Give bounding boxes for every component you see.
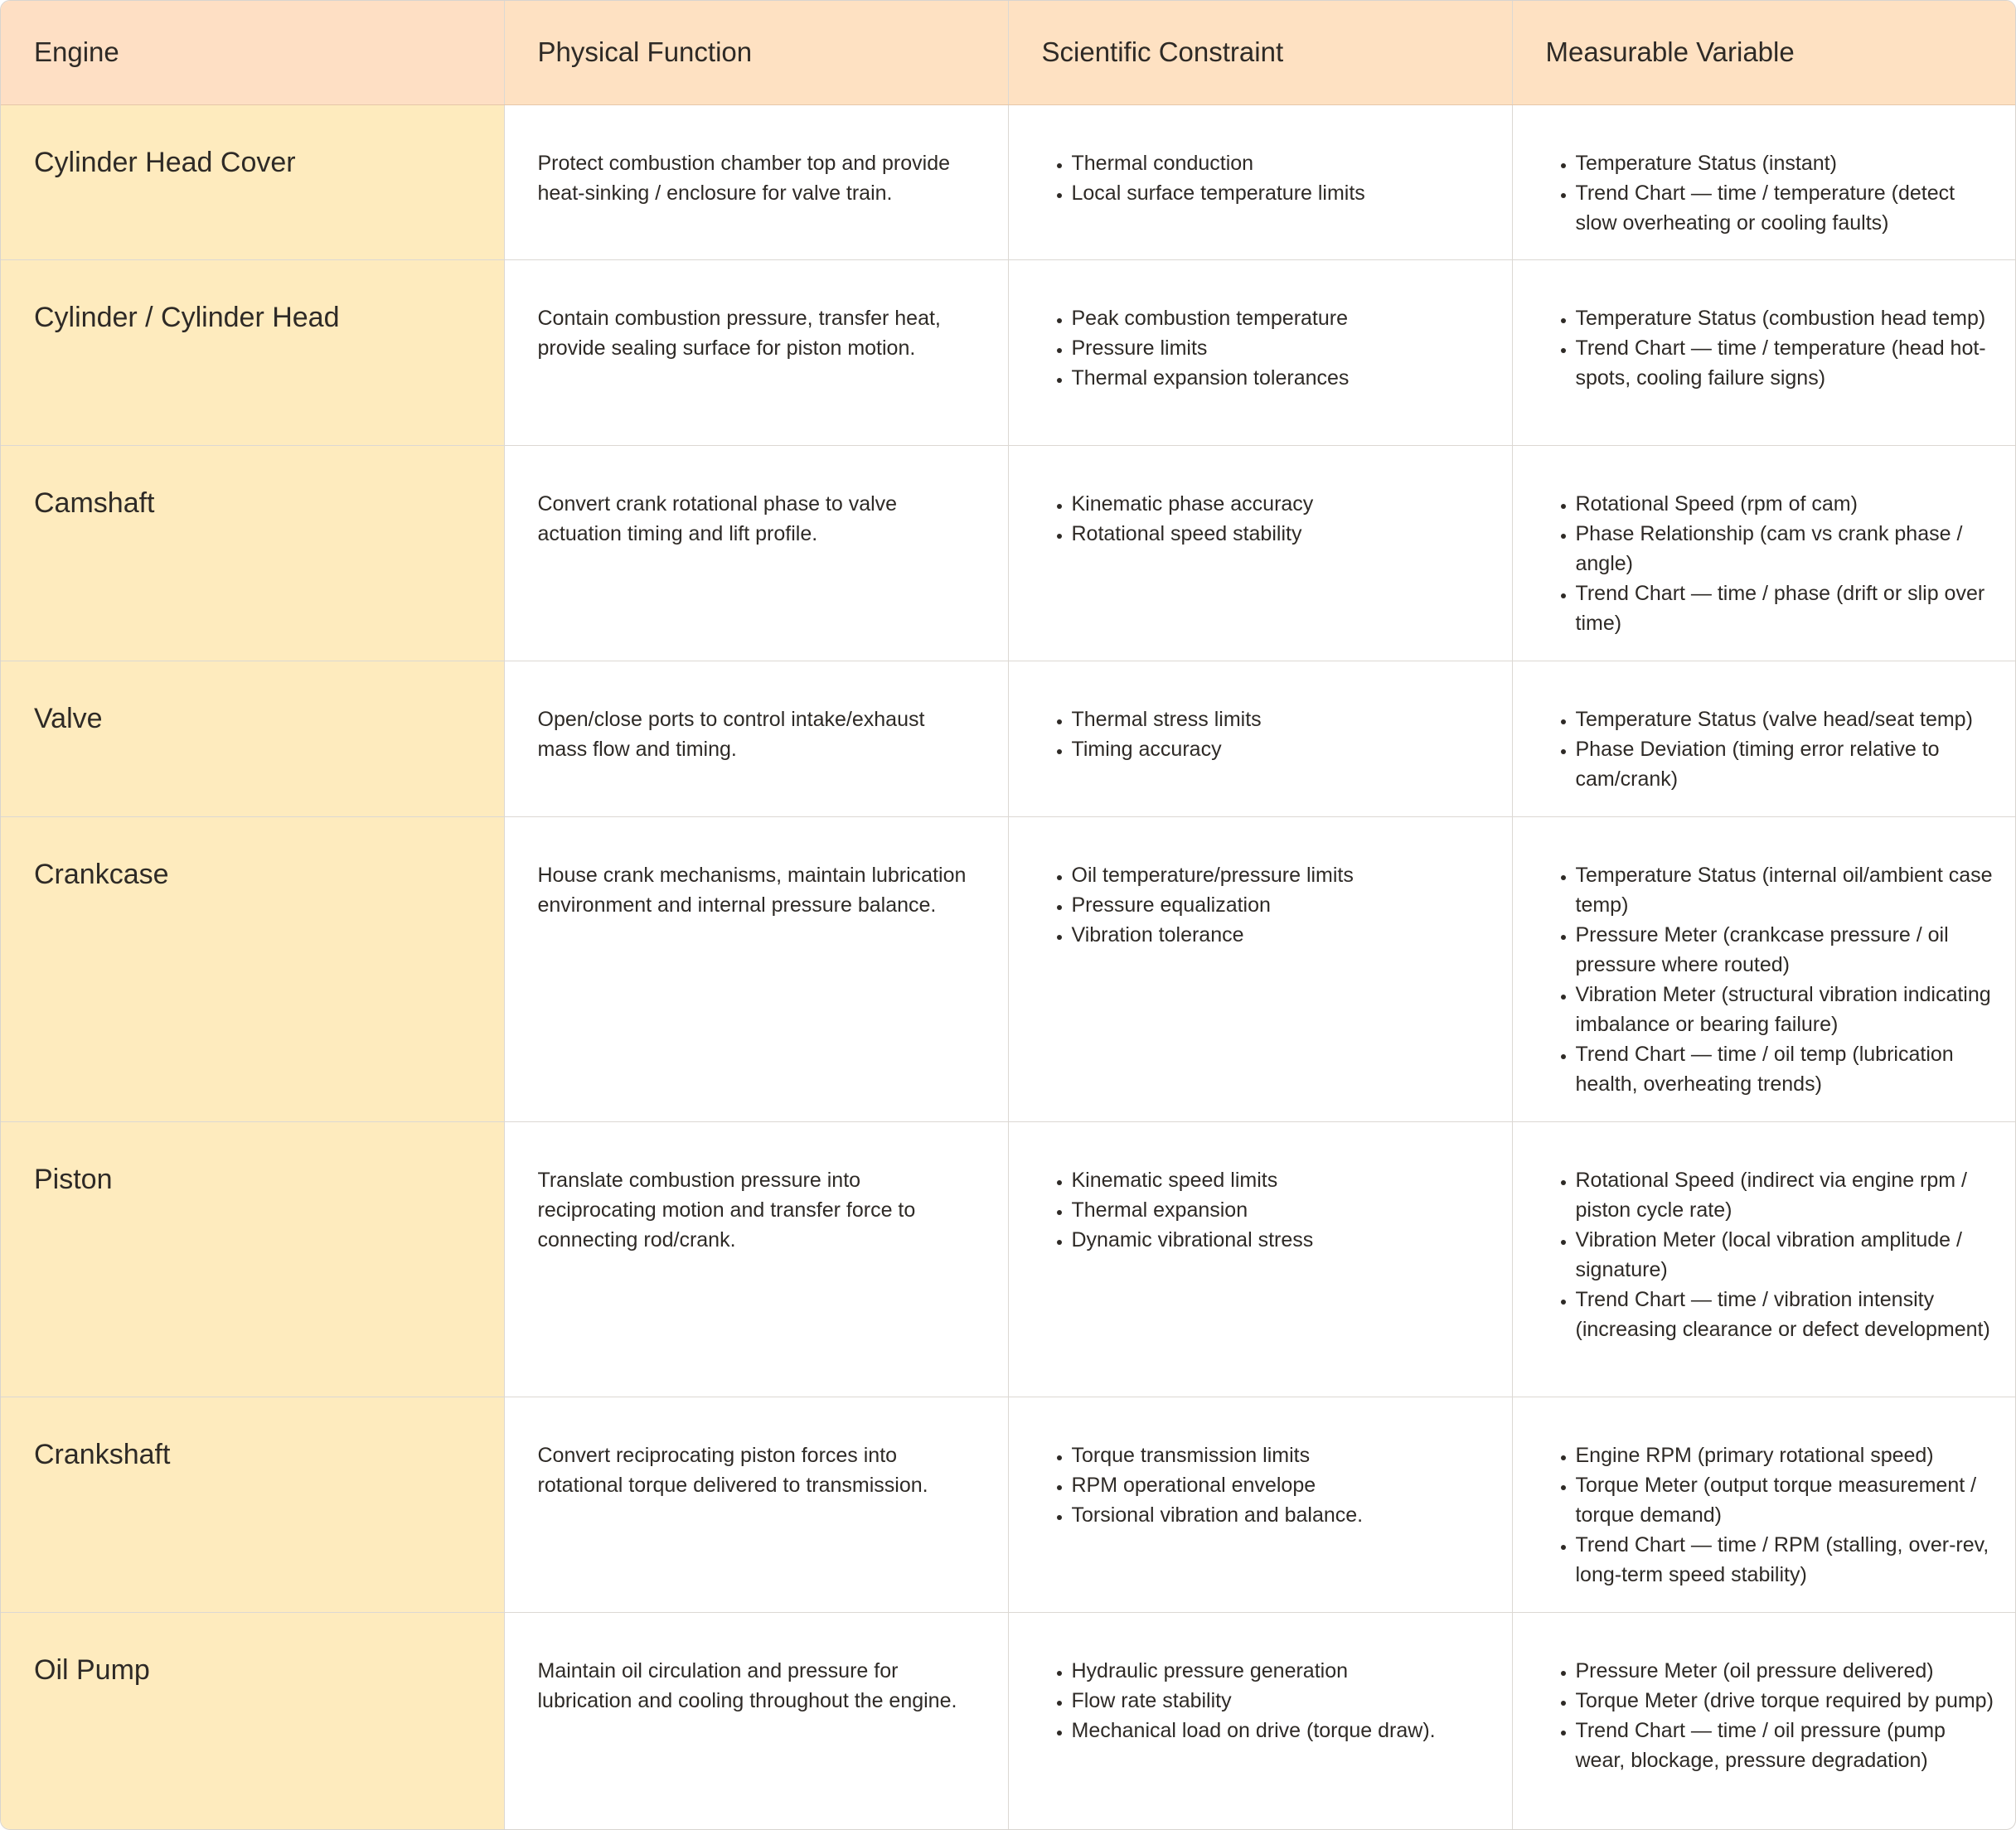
constraint-item: • Thermal expansion tolerances (1072, 363, 1495, 393)
measurable-variable-cell (1512, 104, 2015, 259)
table-row (1, 1397, 2015, 1612)
constraint-item: • Flow rate stability (1072, 1686, 1495, 1716)
engine-part-name: Crankshaft (1, 1397, 504, 1612)
scientific-constraint-cell-list (1042, 1656, 1495, 1745)
variable-item: • Pressure Meter (oil pressure delivered) (1576, 1656, 1999, 1686)
variable-item: • Trend Chart — time / vibration intensity (increasing clearance or defect development) (1576, 1285, 1999, 1344)
constraint-item: • Timing accuracy (1072, 734, 1495, 764)
table-row (1, 816, 2015, 1121)
constraint-item: • Torsional vibration and balance. (1072, 1500, 1495, 1530)
scientific-constraint-cell (1008, 1121, 1512, 1397)
scientific-constraint-cell-list (1042, 1440, 1495, 1530)
scientific-constraint-cell (1008, 259, 1512, 445)
measurable-variable-cell-list (1546, 1165, 1999, 1344)
measurable-variable-cell (1512, 259, 2015, 445)
constraint-item: • Kinematic phase accuracy (1072, 489, 1495, 519)
engine-part-name: Crankcase (1, 816, 504, 1121)
measurable-variable-cell (1512, 816, 2015, 1121)
variable-item: • Temperature Status (internal oil/ambient case temp) (1576, 860, 1999, 920)
header-row (1, 1, 2015, 104)
engine-part-name: Cylinder Head Cover (1, 104, 504, 259)
engine-table-grid (1, 1, 2015, 1829)
scientific-constraint-cell (1008, 661, 1512, 816)
constraint-item: • Thermal stress limits (1072, 704, 1495, 734)
header-measurable-variable: Measurable Variable (1512, 1, 2015, 104)
variable-item: • Phase Relationship (cam vs crank phase / angle) (1576, 519, 1999, 579)
scientific-constraint-cell (1008, 104, 1512, 259)
variable-item: • Phase Deviation (timing error relative to cam/crank) (1576, 734, 1999, 794)
scientific-constraint-cell (1008, 1397, 1512, 1612)
measurable-variable-cell-list (1546, 1440, 1999, 1590)
variable-item: • Trend Chart — time / oil temp (lubrication health, overheating trends) (1576, 1039, 1999, 1099)
variable-item: • Vibration Meter (structural vibration indicating imbalance or bearing failure) (1576, 980, 1999, 1039)
variable-item: • Engine RPM (primary rotational speed) (1576, 1440, 1999, 1470)
variable-item: • Pressure Meter (crankcase pressure / oil pressure where routed) (1576, 920, 1999, 980)
measurable-variable-cell (1512, 661, 2015, 816)
variable-item: • Torque Meter (drive torque required by pump) (1576, 1686, 1999, 1716)
table-row (1, 445, 2015, 661)
engine-part-name: Valve (1, 661, 504, 816)
variable-item: • Trend Chart — time / phase (drift or slip over time) (1576, 579, 1999, 638)
constraint-item: • Dynamic vibrational stress (1072, 1225, 1495, 1255)
table-row (1, 661, 2015, 816)
scientific-constraint-cell-list (1042, 303, 1495, 393)
variable-item: • Trend Chart — time / oil pressure (pump wear, blockage, pressure degradation) (1576, 1716, 1999, 1775)
scientific-constraint-cell-list (1042, 489, 1495, 549)
header-physical-function: Physical Function (504, 1, 1008, 104)
measurable-variable-cell-list (1546, 860, 1999, 1099)
table-row (1, 259, 2015, 445)
physical-function-cell: Convert crank rotational phase to valve actuation timing and lift profile. (504, 445, 1008, 661)
physical-function-cell: Contain combustion pressure, transfer heat, provide sealing surface for piston motion. (504, 259, 1008, 445)
constraint-item: • Pressure equalization (1072, 890, 1495, 920)
engine-part-name: Cylinder / Cylinder Head (1, 259, 504, 445)
constraint-item: • Peak combustion temperature (1072, 303, 1495, 333)
constraint-item: • Local surface temperature limits (1072, 178, 1495, 208)
physical-function-cell: Open/close ports to control intake/exhaust mass flow and timing. (504, 661, 1008, 816)
variable-item: • Trend Chart — time / temperature (detect slow overheating or cooling faults) (1576, 178, 1999, 238)
measurable-variable-cell-list (1546, 1656, 1999, 1775)
physical-function-cell: Translate combustion pressure into reciprocating motion and transfer force to connecting rod/crank. (504, 1121, 1008, 1397)
physical-function-cell: Protect combustion chamber top and provide heat-sinking / enclosure for valve train. (504, 104, 1008, 259)
physical-function-cell: Convert reciprocating piston forces into rotational torque delivered to transmission. (504, 1397, 1008, 1612)
scientific-constraint-cell (1008, 445, 1512, 661)
engine-part-name: Piston (1, 1121, 504, 1397)
variable-item: • Temperature Status (instant) (1576, 148, 1999, 178)
constraint-item: • Hydraulic pressure generation (1072, 1656, 1495, 1686)
scientific-constraint-cell (1008, 1612, 1512, 1829)
table-row (1, 1612, 2015, 1829)
scientific-constraint-cell-list (1042, 1165, 1495, 1255)
constraint-item: • Thermal conduction (1072, 148, 1495, 178)
physical-function-cell: House crank mechanisms, maintain lubrication environment and internal pressure balance. (504, 816, 1008, 1121)
measurable-variable-cell (1512, 1612, 2015, 1829)
measurable-variable-cell (1512, 1397, 2015, 1612)
variable-item: • Vibration Meter (local vibration amplitude / signature) (1576, 1225, 1999, 1285)
constraint-item: • Torque transmission limits (1072, 1440, 1495, 1470)
measurable-variable-cell-list (1546, 489, 1999, 638)
variable-item: • Trend Chart — time / temperature (head hot-spots, cooling failure signs) (1576, 333, 1999, 393)
constraint-item: • Thermal expansion (1072, 1195, 1495, 1225)
variable-item: • Torque Meter (output torque measurement / torque demand) (1576, 1470, 1999, 1530)
constraint-item: • Rotational speed stability (1072, 519, 1495, 549)
constraint-item: • Oil temperature/pressure limits (1072, 860, 1495, 890)
scientific-constraint-cell-list (1042, 704, 1495, 764)
variable-item: • Rotational Speed (indirect via engine rpm / piston cycle rate) (1576, 1165, 1999, 1225)
table-row (1, 1121, 2015, 1397)
constraint-item: • RPM operational envelope (1072, 1470, 1495, 1500)
table-row (1, 104, 2015, 259)
header-engine: Engine (1, 1, 504, 104)
measurable-variable-cell-list (1546, 704, 1999, 794)
measurable-variable-cell-list (1546, 303, 1999, 393)
engine-part-name: Camshaft (1, 445, 504, 661)
measurable-variable-cell (1512, 445, 2015, 661)
physical-function-cell: Maintain oil circulation and pressure for lubrication and cooling throughout the engine. (504, 1612, 1008, 1829)
measurable-variable-cell-list (1546, 148, 1999, 238)
scientific-constraint-cell-list (1042, 148, 1495, 208)
variable-item: • Temperature Status (combustion head temp) (1576, 303, 1999, 333)
variable-item: • Trend Chart — time / RPM (stalling, over-rev, long-term speed stability) (1576, 1530, 1999, 1590)
measurable-variable-cell (1512, 1121, 2015, 1397)
table-body (1, 104, 2015, 1829)
constraint-item: • Kinematic speed limits (1072, 1165, 1495, 1195)
constraint-item: • Pressure limits (1072, 333, 1495, 363)
variable-item: • Temperature Status (valve head/seat temp) (1576, 704, 1999, 734)
engine-part-name: Oil Pump (1, 1612, 504, 1829)
variable-item: • Rotational Speed (rpm of cam) (1576, 489, 1999, 519)
scientific-constraint-cell (1008, 816, 1512, 1121)
header-scientific-constraint: Scientific Constraint (1008, 1, 1512, 104)
constraint-item: • Vibration tolerance (1072, 920, 1495, 950)
constraint-item: • Mechanical load on drive (torque draw). (1072, 1716, 1495, 1745)
scientific-constraint-cell-list (1042, 860, 1495, 950)
